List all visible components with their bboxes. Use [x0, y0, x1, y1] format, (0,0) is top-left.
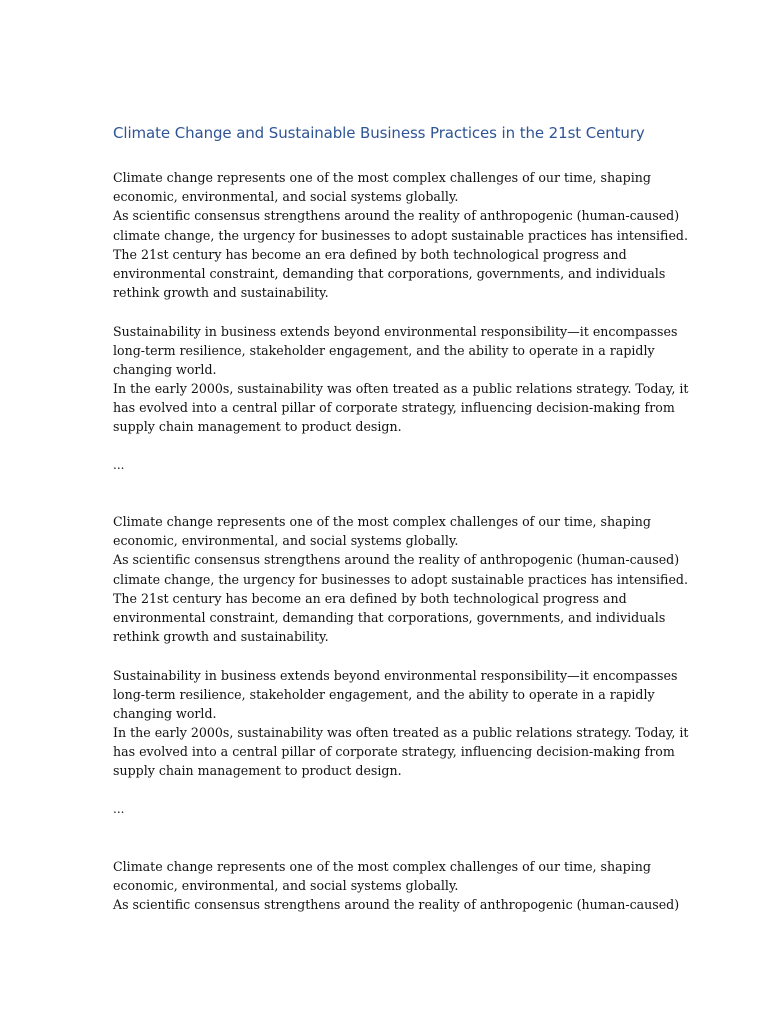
text-line: long-term resilience, stakeholder engagement, and the ability to operate in a rapidly — [113, 686, 655, 702]
text-line: Climate change represents one of the most complex challenges of our time, shaping — [113, 859, 651, 874]
text-line: changing world. — [113, 705, 217, 721]
text-line: Climate change represents one of the most complex challenges of our time, shaping — [113, 514, 651, 529]
text-line: Climate change represents one of the most complex challenges of our time, shaping — [113, 170, 651, 185]
text-line: The 21st century has become an era defined by both technological progress and — [113, 246, 627, 262]
paragraph-spacer — [113, 437, 673, 456]
text-line: In the early 2000s, sustainability was often treated as a public relations strategy. Today, it — [113, 725, 689, 741]
text-line: As scientific consensus strengthens around the reality of anthropogenic (human-caused) — [113, 552, 680, 568]
section-2 — [113, 512, 689, 819]
paragraph-1 — [113, 512, 688, 646]
text-line: climate change, the urgency for businesses to adopt sustainable practices has intensified. — [113, 571, 688, 587]
text-line: supply chain management to product design. — [113, 763, 402, 779]
text-line: Sustainability in business extends beyond environmental responsibility—it encompasses — [113, 667, 678, 683]
paragraph-spacer — [113, 781, 673, 800]
paragraph-spacer — [113, 302, 673, 321]
text-line: environmental constraint, demanding that corporations, governments, and individuals — [113, 609, 666, 625]
paragraph-1 — [113, 857, 680, 915]
paragraph-1 — [113, 168, 688, 302]
text-line: changing world. — [113, 361, 217, 377]
text-line: Sustainability in business extends beyond environmental responsibility—it encompasses — [113, 323, 678, 339]
text-line: has evolved into a central pillar of corporate strategy, influencing decision-making from — [113, 400, 675, 416]
text-line: As scientific consensus strengthens around the reality of anthropogenic (human-caused) — [113, 897, 680, 913]
paragraph-2 — [113, 666, 689, 781]
ellipsis: ... — [113, 801, 125, 816]
text-line: environmental constraint, demanding that corporations, governments, and individuals — [113, 265, 666, 281]
text-line: has evolved into a central pillar of corporate strategy, influencing decision-making from — [113, 744, 675, 760]
ellipsis: ... — [113, 457, 125, 472]
paragraph-spacer — [113, 646, 673, 665]
text-line: economic, environmental, and social systems globally. — [113, 189, 459, 205]
text-line: economic, environmental, and social systems globally. — [113, 533, 459, 549]
text-line: long-term resilience, stakeholder engagement, and the ability to operate in a rapidly — [113, 342, 655, 358]
text-line: rethink growth and sustainability. — [113, 629, 329, 645]
text-line: In the early 2000s, sustainability was often treated as a public relations strategy. Today, it — [113, 381, 689, 397]
text-line: The 21st century has become an era defined by both technological progress and — [113, 590, 627, 606]
text-line: economic, environmental, and social systems globally. — [113, 878, 459, 894]
text-line: As scientific consensus strengthens around the reality of anthropogenic (human-caused) — [113, 208, 680, 224]
text-line: rethink growth and sustainability. — [113, 285, 329, 301]
text-line: climate change, the urgency for businesses to adopt sustainable practices has intensified. — [113, 227, 688, 243]
paragraph-2 — [113, 322, 689, 437]
document-title: Climate Change and Sustainable Business Practices in the 21st Century — [113, 124, 645, 142]
section-3 — [113, 857, 680, 915]
text-line: supply chain management to product design. — [113, 419, 402, 435]
section-1 — [113, 168, 689, 475]
